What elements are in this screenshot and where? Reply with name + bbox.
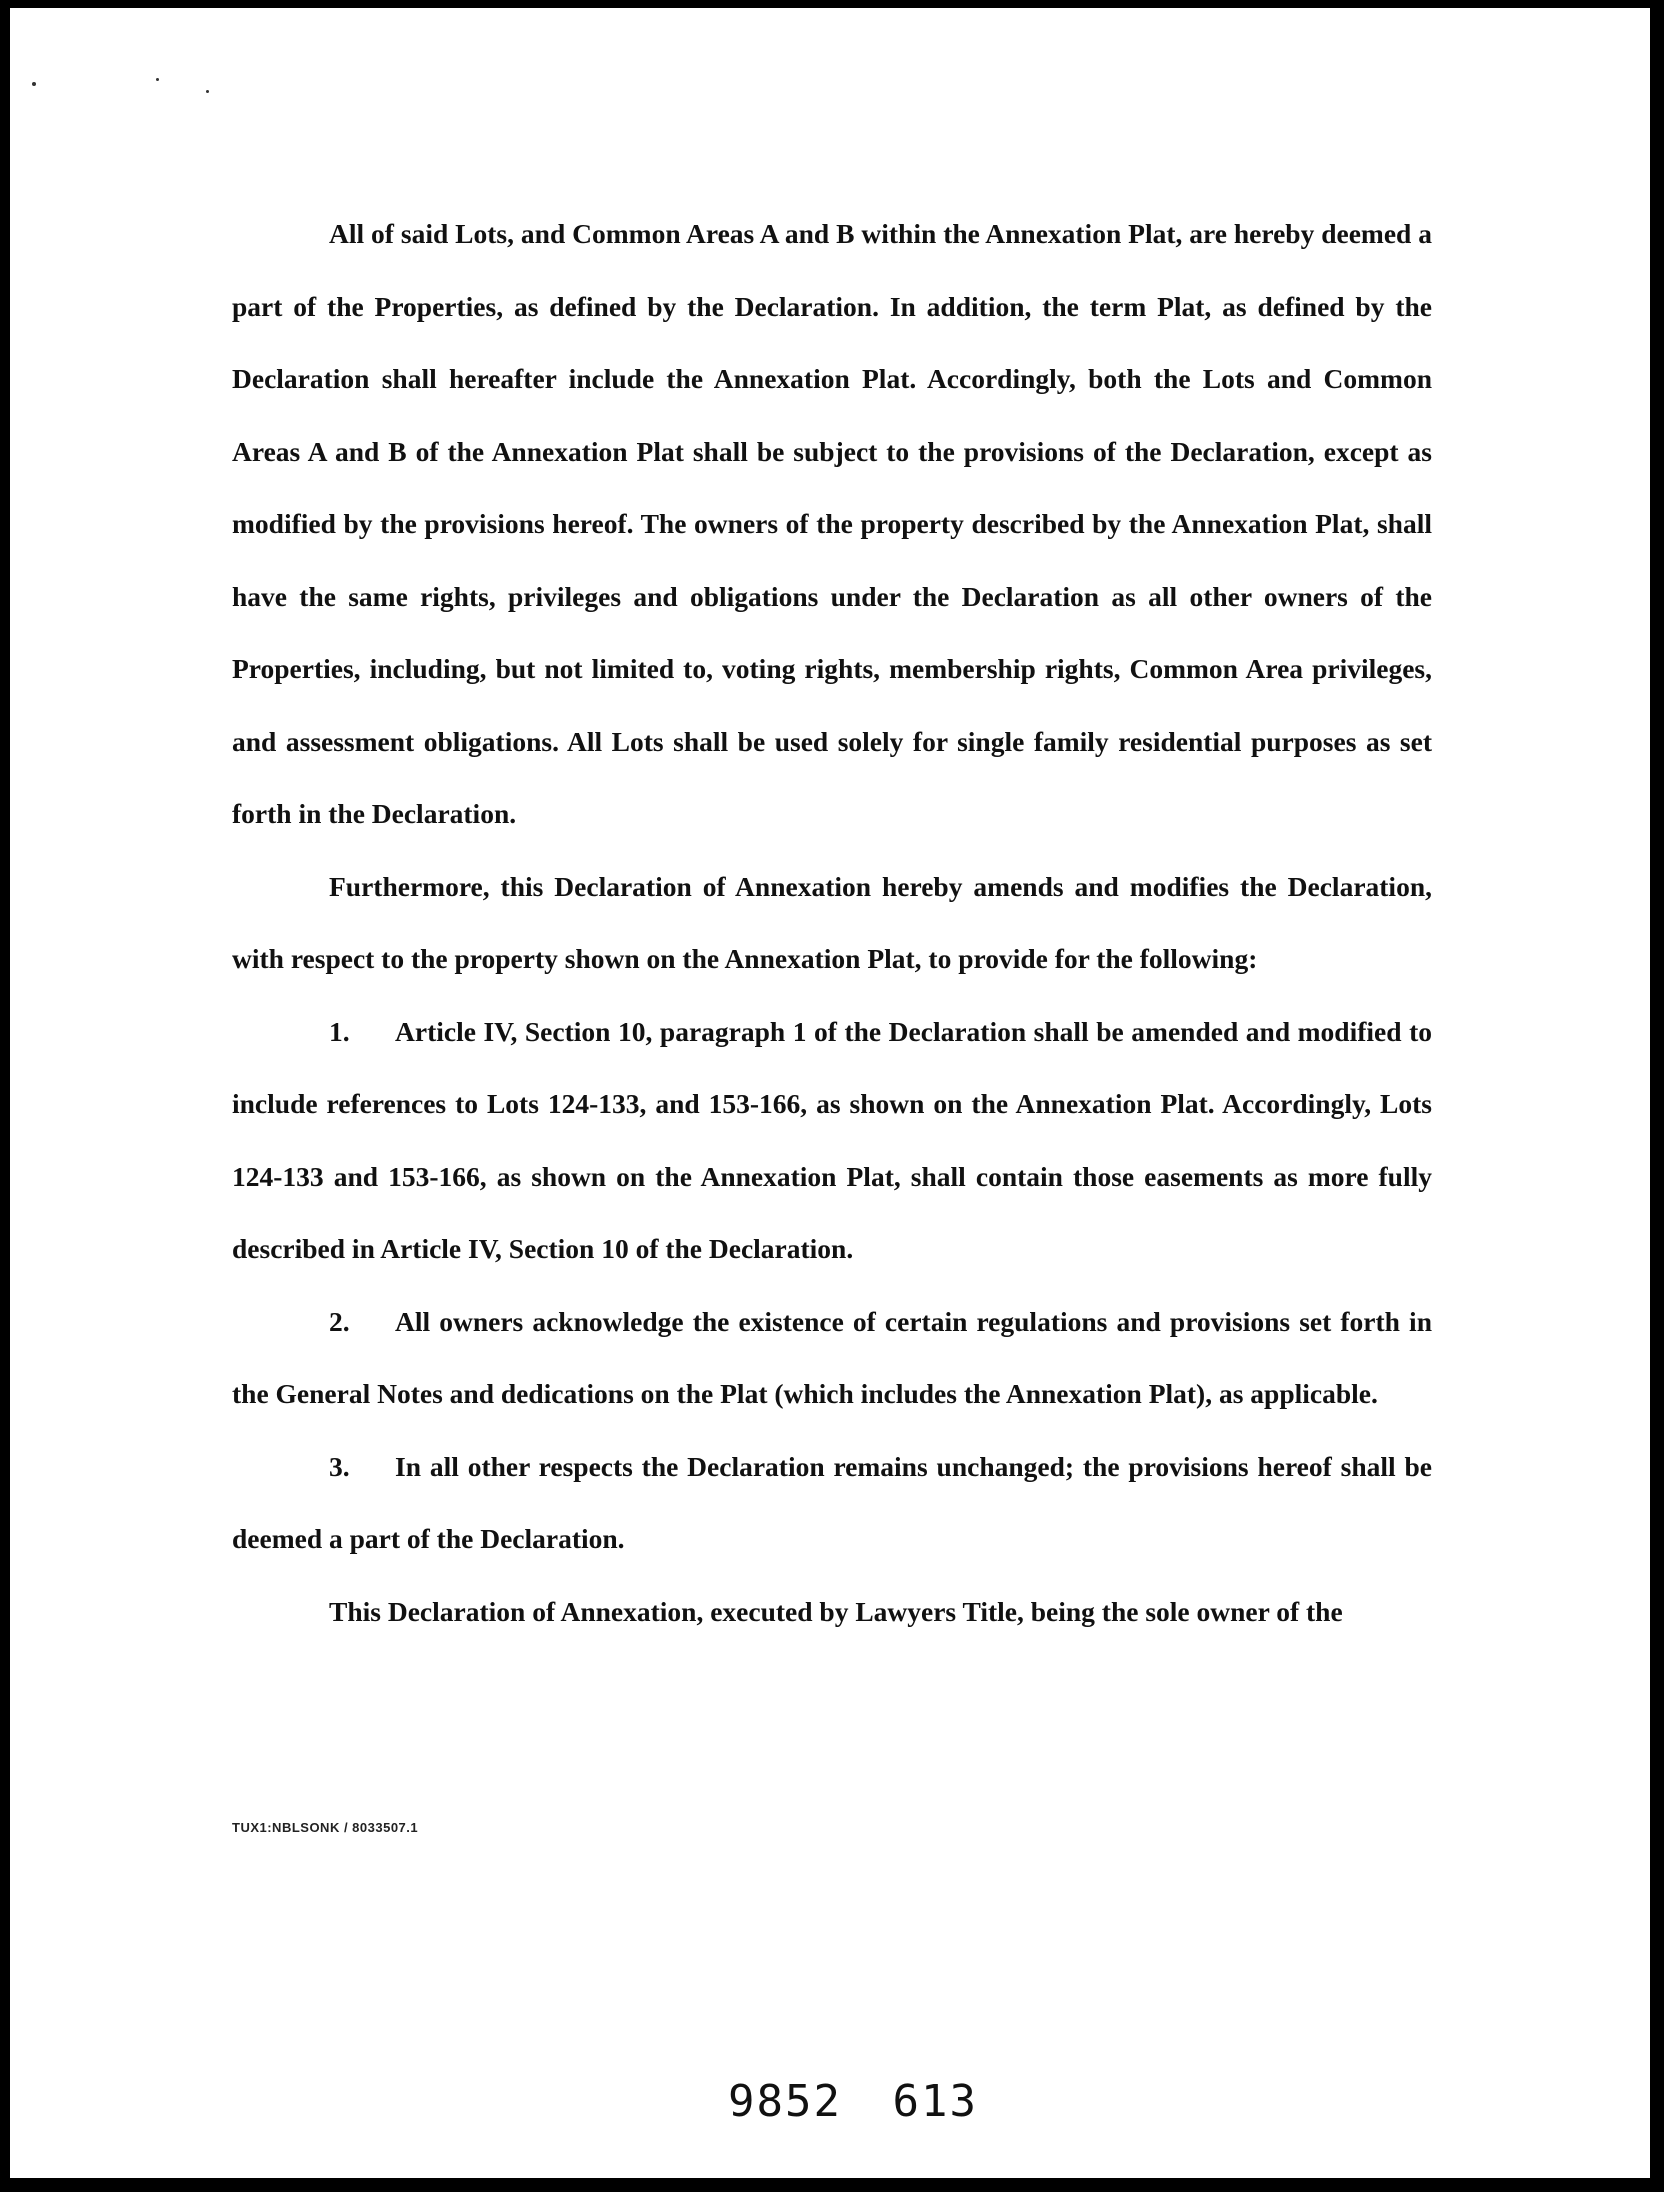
scan-speck <box>206 90 209 93</box>
paragraph-closing: This Declaration of Annexation, executed by Lawyers Title, being the sole owner of the <box>329 1595 1343 1627</box>
book-page-stamp <box>728 2076 978 2127</box>
paragraph-furthermore: Furthermore, this Declaration of Annexation hereby amends and modifies the Declaration, with respect to the property shown on the Annexation Plat, to provide for the following: <box>232 870 1432 974</box>
stamp-book-number: 9852 <box>728 2076 842 2127</box>
item-text: In all other respects the Declaration remains unchanged; the provisions hereof shall be deemed a part of the Declaration. <box>232 1450 1432 1554</box>
numbered-item-2 <box>232 1286 1432 1431</box>
item-text: All owners acknowledge the existence of certain regulations and provisions set forth in the General Notes and dedications on the Plat (which includes the Annexation Plat), as applicable. <box>232 1305 1432 1409</box>
scan-speck <box>156 78 159 81</box>
scan-speck <box>32 82 36 86</box>
paragraph-annexation-lots: All of said Lots, and Common Areas A and B within the Annexation Plat, are hereby deemed a part of the Properties, as defined by the Declaration. In addition, the term Plat, as defined by the Declaration shall hereafter include the Annexation Plat. Accordingly, both the Lots and Common Areas A and B of the Annexation Plat shall be subject to the provisions of the Declaration, except as modified by the provisions hereof. The owners of the property described by the Annexation Plat, shall have the same rights, privileges and obligations under the Declaration as all other owners of the Properties, including, but not limited to, voting rights, membership rights, Common Area privileges, and assessment obligations. All Lots shall be used solely for single family residential purposes as set forth in the Declaration. <box>232 218 1432 829</box>
item-number: 3. <box>329 1450 350 1482</box>
stamp-page-number: 613 <box>892 2076 978 2127</box>
item-text: Article IV, Section 10, paragraph 1 of the Declaration shall be amended and modified to include references to Lots 124-133, and 153-166, as shown on the Annexation Plat. Accordingly, Lots 124-133 and 153-166, as shown on the Annexation Plat, shall contain those easements as more fully described in Article IV, Section 10 of the Declaration. <box>232 1015 1432 1264</box>
document-body <box>232 198 1432 1648</box>
document-footer-code: TUX1:NBLSONK / 8033507.1 <box>232 1820 419 1835</box>
numbered-item-3 <box>232 1431 1432 1576</box>
document-page <box>10 8 1650 2178</box>
item-number: 1. <box>329 1015 350 1047</box>
numbered-item-1 <box>232 996 1432 1286</box>
item-number: 2. <box>329 1305 350 1337</box>
